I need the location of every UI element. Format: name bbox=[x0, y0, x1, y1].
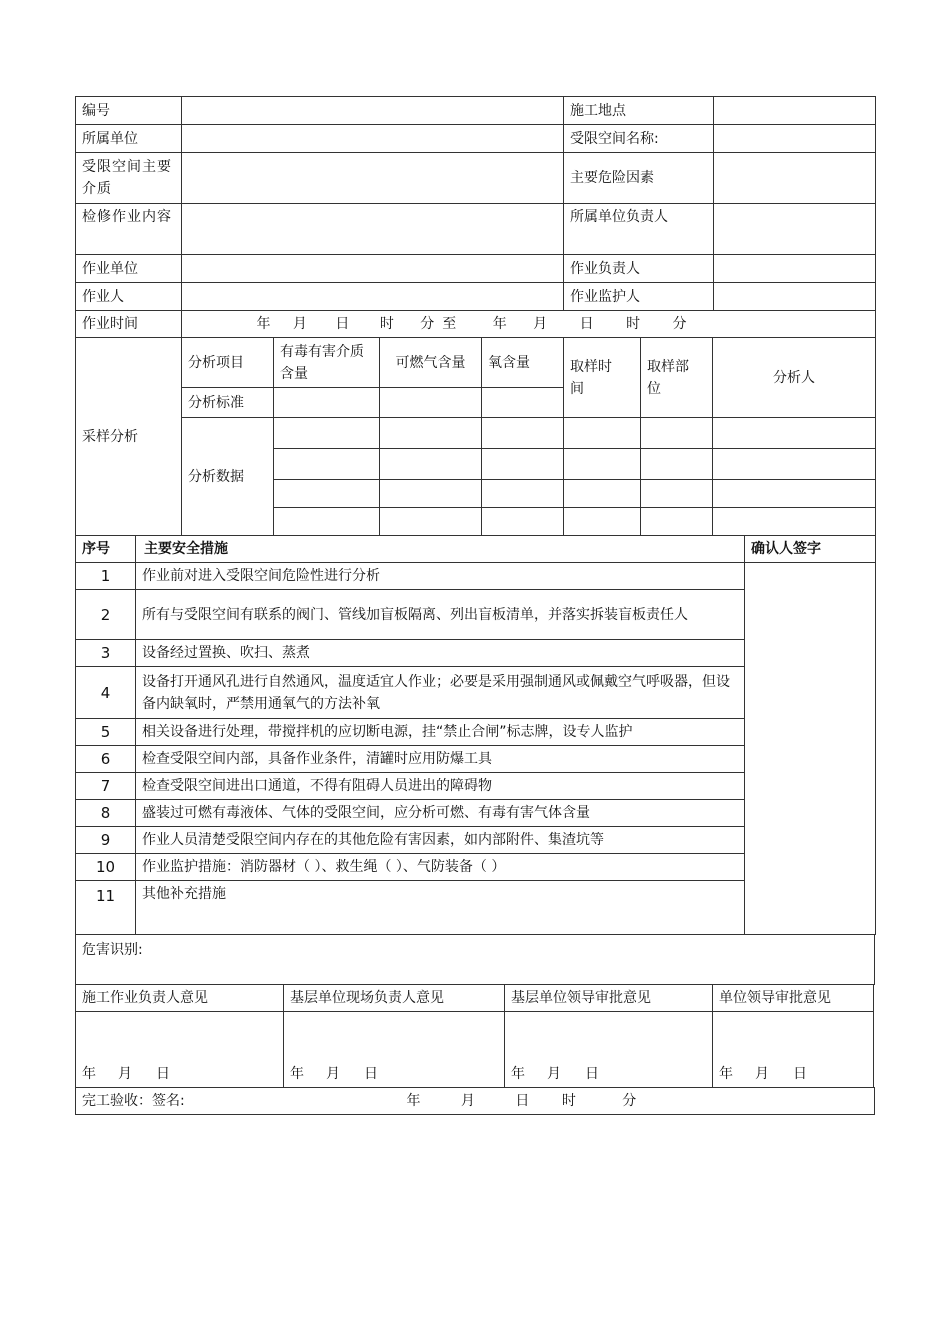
col-flammable: 可燃气含量 bbox=[380, 338, 482, 388]
opinion-table bbox=[75, 984, 874, 1088]
field-bianhao[interactable] bbox=[182, 97, 564, 125]
opinion-3-field[interactable] bbox=[505, 1012, 713, 1088]
completion-date-part: 分 bbox=[622, 1093, 637, 1109]
standard-flammable[interactable] bbox=[380, 388, 482, 418]
field-jiezhi[interactable] bbox=[182, 153, 564, 204]
data-cell[interactable] bbox=[380, 508, 482, 536]
time-part: 月 bbox=[533, 316, 548, 332]
col-sample-time: 取样时间 bbox=[564, 338, 641, 418]
opinion-4-field[interactable] bbox=[713, 1012, 874, 1088]
date-part: 月 bbox=[547, 1066, 561, 1082]
label-bianhao: 编号 bbox=[76, 97, 182, 125]
data-cell[interactable] bbox=[274, 508, 380, 536]
date-part: 月 bbox=[118, 1066, 132, 1082]
label-zuoye-shijian: 作业时间 bbox=[76, 311, 182, 338]
label-standard: 分析标准 bbox=[182, 388, 274, 418]
measure-text: 作业人员清楚受限空间内存在的其他危险有害因素，如内部附件、集渣坑等 bbox=[136, 827, 745, 854]
label-opinion-2: 基层单位现场负责人意见 bbox=[284, 985, 505, 1012]
opinion-1-field[interactable] bbox=[76, 1012, 284, 1088]
data-cell[interactable] bbox=[274, 418, 380, 449]
data-cell[interactable] bbox=[564, 480, 641, 508]
date-part: 年 bbox=[511, 1066, 525, 1082]
date-part: 年 bbox=[719, 1066, 733, 1082]
label-jianhuren: 作业监护人 bbox=[564, 283, 714, 311]
label-zuoye-fuzeren: 作业负责人 bbox=[564, 255, 714, 283]
data-cell[interactable] bbox=[713, 449, 876, 480]
label-opinion-3: 基层单位领导审批意见 bbox=[505, 985, 713, 1012]
data-cell[interactable] bbox=[564, 449, 641, 480]
label-suoshu-danwei: 所属单位 bbox=[76, 125, 182, 153]
data-cell[interactable] bbox=[380, 480, 482, 508]
label-opinion-1: 施工作业负责人意见 bbox=[76, 985, 284, 1012]
time-part: 分至 bbox=[420, 316, 465, 332]
data-cell[interactable] bbox=[564, 508, 641, 536]
col-sample-location: 取样部位 bbox=[641, 338, 713, 418]
label-kongjian-mingcheng: 受限空间名称: bbox=[564, 125, 714, 153]
data-cell[interactable] bbox=[641, 449, 713, 480]
sign-area[interactable] bbox=[745, 563, 876, 935]
col-measure: 主要安全措施 bbox=[136, 536, 745, 563]
time-part: 年 bbox=[256, 316, 271, 332]
col-oxygen: 氧含量 bbox=[482, 338, 564, 388]
col-toxic: 有毒有害介质含量 bbox=[274, 338, 380, 388]
measure-text: 设备经过置换、吹扫、蒸煮 bbox=[136, 640, 745, 667]
label-danwei-fuzeren: 所属单位负责人 bbox=[564, 204, 714, 255]
standard-oxygen[interactable] bbox=[482, 388, 564, 418]
field-kongjian-mingcheng[interactable] bbox=[714, 125, 876, 153]
data-cell[interactable] bbox=[713, 508, 876, 536]
col-analyst: 分析人 bbox=[713, 338, 876, 418]
measure-no: 7 bbox=[76, 773, 136, 800]
data-cell[interactable] bbox=[482, 418, 564, 449]
completion-row[interactable] bbox=[76, 1088, 875, 1115]
completion-date-part: 月 bbox=[460, 1093, 475, 1109]
data-cell[interactable] bbox=[641, 508, 713, 536]
time-part: 分 bbox=[672, 316, 687, 332]
label-jiezhi: 受限空间主要介质 bbox=[76, 153, 182, 204]
field-zuoyeren[interactable] bbox=[182, 283, 564, 311]
data-cell[interactable] bbox=[482, 449, 564, 480]
date-part: 日 bbox=[585, 1066, 599, 1082]
completion-date-part: 日 bbox=[515, 1093, 530, 1109]
date-part: 日 bbox=[156, 1066, 170, 1082]
date-part: 月 bbox=[326, 1066, 340, 1082]
field-zuoye-shijian[interactable] bbox=[182, 311, 876, 338]
measure-no: 3 bbox=[76, 640, 136, 667]
measure-text: 所有与受限空间有联系的阀门、管线加盲板隔离、列出盲板清单，并落实拆装盲板责任人 bbox=[136, 590, 745, 640]
measure-no: 4 bbox=[76, 667, 136, 719]
permit-form bbox=[75, 96, 875, 1115]
completion-table bbox=[75, 1087, 875, 1115]
sampling-table bbox=[75, 337, 876, 536]
opinion-2-field[interactable] bbox=[284, 1012, 505, 1088]
data-cell[interactable] bbox=[274, 449, 380, 480]
measure-text: 设备打开通风孔进行自然通风，温度适宜人作业；必要是采用强制通风或佩戴空气呼吸器，但设备内缺氧时，严禁用通氧气的方法补氧 bbox=[136, 667, 745, 719]
time-part: 年 bbox=[492, 316, 507, 332]
data-cell[interactable] bbox=[713, 418, 876, 449]
data-cell[interactable] bbox=[641, 418, 713, 449]
measure-no: 11 bbox=[76, 881, 136, 935]
measure-text: 作业监护措施：消防器材（ ）、救生绳（ ）、气防装备（ ） bbox=[136, 854, 745, 881]
label-data: 分析数据 bbox=[182, 418, 274, 536]
measure-no: 5 bbox=[76, 719, 136, 746]
data-cell[interactable] bbox=[380, 418, 482, 449]
completion-date-part: 年 bbox=[406, 1093, 421, 1109]
col-sign: 确认人签字 bbox=[745, 536, 876, 563]
data-cell[interactable] bbox=[564, 418, 641, 449]
data-cell[interactable] bbox=[482, 508, 564, 536]
label-sampling: 采样分析 bbox=[76, 338, 182, 536]
data-cell[interactable] bbox=[274, 480, 380, 508]
measure-no: 2 bbox=[76, 590, 136, 640]
date-part: 日 bbox=[364, 1066, 378, 1082]
data-cell[interactable] bbox=[641, 480, 713, 508]
label-shigong-didian: 施工地点 bbox=[564, 97, 714, 125]
date-part: 月 bbox=[755, 1066, 769, 1082]
field-danwei-fuzeren[interactable] bbox=[714, 204, 876, 255]
data-cell[interactable] bbox=[380, 449, 482, 480]
measure-no: 8 bbox=[76, 800, 136, 827]
measure-text: 作业前对进入受限空间危险性进行分析 bbox=[136, 563, 745, 590]
measure-text: 检查受限空间内部，具备作业条件，清罐时应用防爆工具 bbox=[136, 746, 745, 773]
label-weixian-yinsu: 主要危险因素 bbox=[564, 153, 714, 204]
label-zuoyeren: 作业人 bbox=[76, 283, 182, 311]
field-zuoye-danwei[interactable] bbox=[182, 255, 564, 283]
time-part: 时 bbox=[626, 316, 641, 332]
measure-text: 其他补充措施 bbox=[136, 881, 745, 935]
hazard-table bbox=[75, 934, 875, 985]
field-weixian-yinsu[interactable] bbox=[714, 153, 876, 204]
info-table bbox=[75, 96, 876, 338]
field-jianxiu-neirong[interactable] bbox=[182, 204, 564, 255]
measure-text: 相关设备进行处理，带搅拌机的应切断电源，挂“禁止合闸”标志牌，设专人监护 bbox=[136, 719, 745, 746]
field-jianhuren[interactable] bbox=[714, 283, 876, 311]
date-part: 年 bbox=[290, 1066, 304, 1082]
measures-table bbox=[75, 535, 876, 935]
time-part: 日 bbox=[579, 316, 594, 332]
completion-date-part: 时 bbox=[561, 1093, 576, 1109]
measure-no: 10 bbox=[76, 854, 136, 881]
measure-no: 1 bbox=[76, 563, 136, 590]
time-part: 时 bbox=[379, 316, 394, 332]
label-zuoye-danwei: 作业单位 bbox=[76, 255, 182, 283]
label-completion: 完工验收：签名: bbox=[82, 1093, 185, 1109]
time-part: 月 bbox=[292, 316, 307, 332]
label-hazard: 危害识别: bbox=[76, 935, 875, 985]
field-zuoye-fuzeren[interactable] bbox=[714, 255, 876, 283]
field-suoshu-danwei[interactable] bbox=[182, 125, 564, 153]
measure-text: 盛装过可燃有毒液体、气体的受限空间，应分析可燃、有毒有害气体含量 bbox=[136, 800, 745, 827]
label-opinion-4: 单位领导审批意见 bbox=[713, 985, 874, 1012]
data-cell[interactable] bbox=[482, 480, 564, 508]
label-jianxiu-neirong: 检修作业内容 bbox=[76, 204, 182, 255]
label-analysis-item: 分析项目 bbox=[182, 338, 274, 388]
measure-no: 6 bbox=[76, 746, 136, 773]
measure-text: 检查受限空间进出口通道，不得有阻碍人员进出的障碍物 bbox=[136, 773, 745, 800]
measure-no: 9 bbox=[76, 827, 136, 854]
date-part: 年 bbox=[82, 1066, 96, 1082]
standard-toxic[interactable] bbox=[274, 388, 380, 418]
time-part: 日 bbox=[335, 316, 350, 332]
field-shigong-didian[interactable] bbox=[714, 97, 876, 125]
data-cell[interactable] bbox=[713, 480, 876, 508]
col-no: 序号 bbox=[76, 536, 136, 563]
date-part: 日 bbox=[793, 1066, 807, 1082]
